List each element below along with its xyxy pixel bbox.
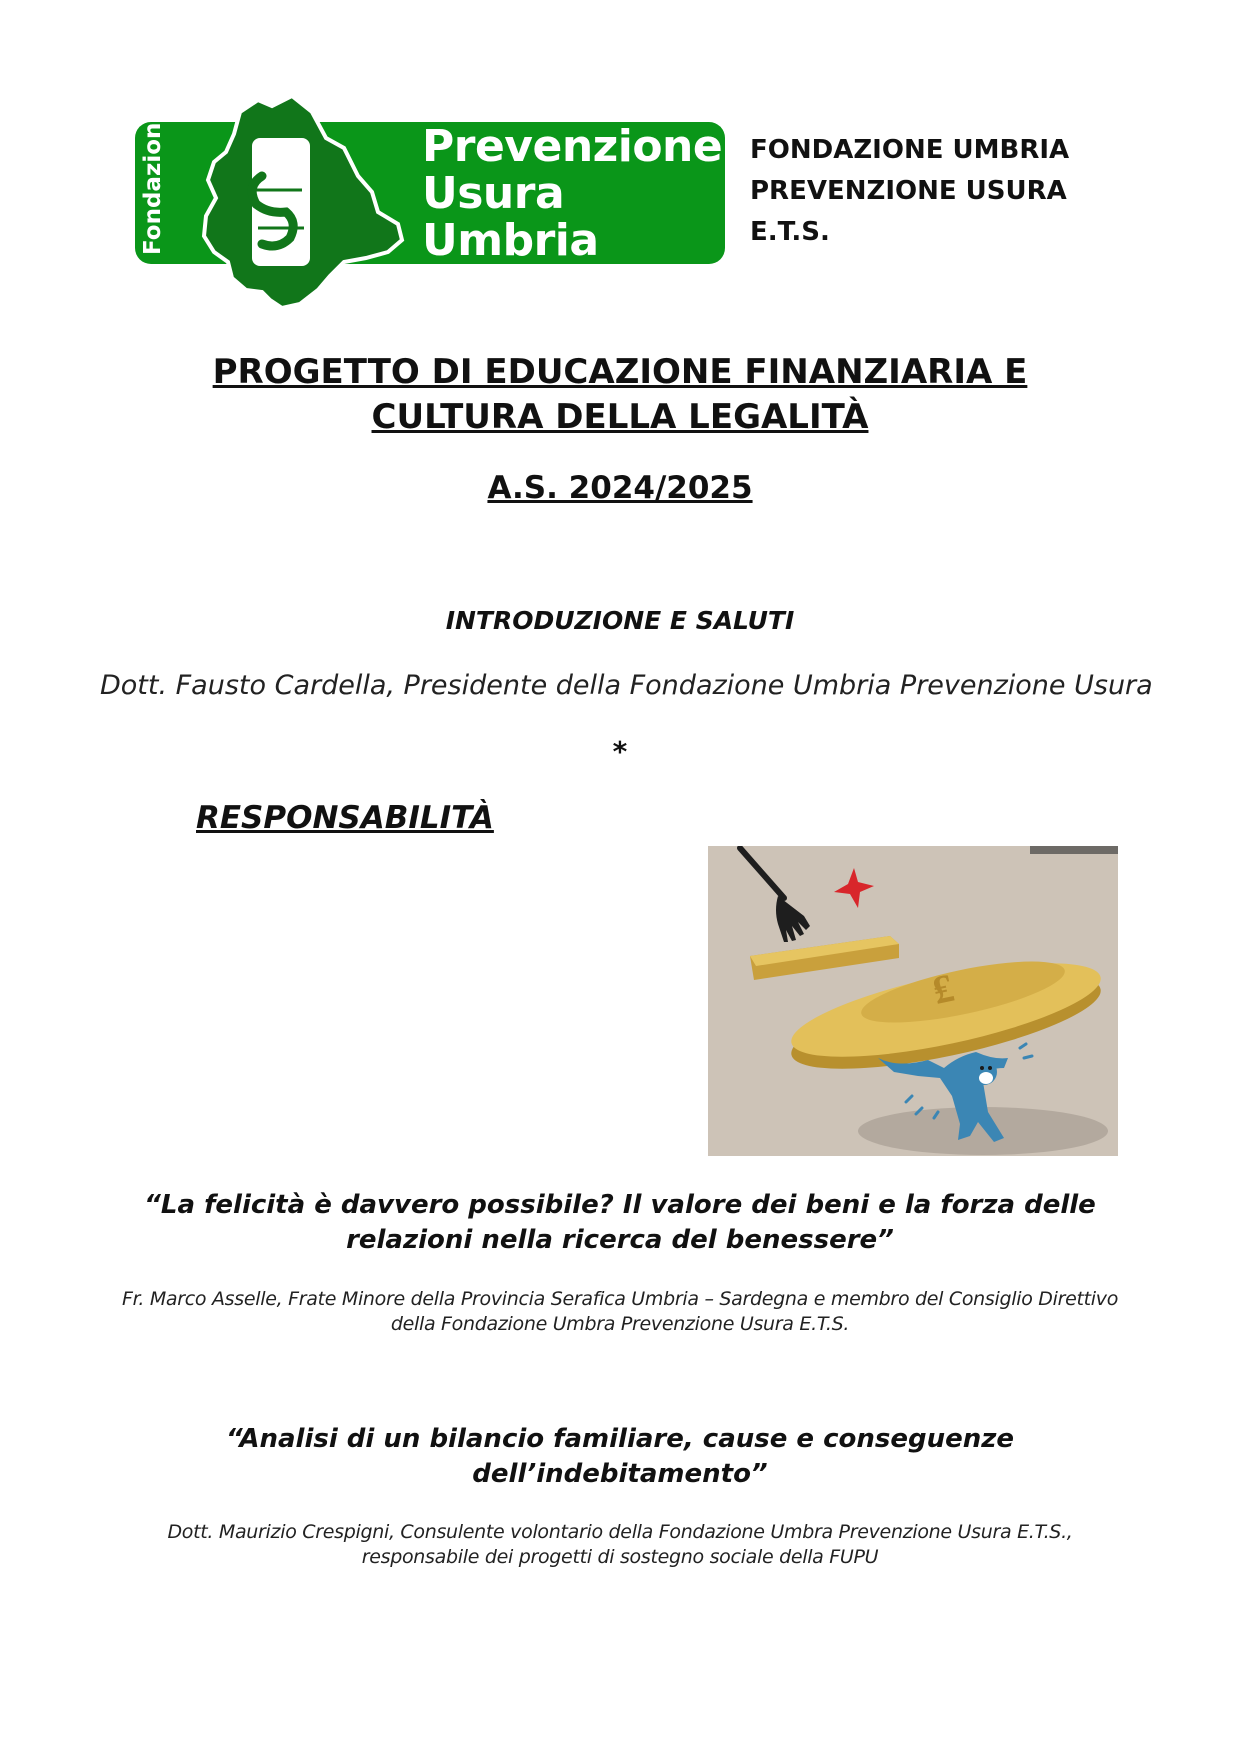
talk-title	[120, 1422, 1120, 1492]
talk-title	[120, 1188, 1120, 1258]
talk-speaker-line: responsabile dei progetti di sostegno sociale della FUPU	[361, 1546, 879, 1568]
intro-heading: INTRODUZIONE E SALUTI	[445, 606, 795, 635]
talk-speaker-line: Dott. Maurizio Crespigni, Consulente volontario della Fondazione Umbra Prevenzione Usura E.T.S.,	[167, 1521, 1073, 1543]
talk-title-line: “Analisi di un bilancio familiare, cause e conseguenze	[225, 1424, 1015, 1454]
project-title-line: CULTURA DELLA LEGALITÀ	[371, 397, 869, 437]
school-year: A.S. 2024/2025	[487, 470, 753, 506]
logo-word-2: Usura	[422, 168, 565, 219]
talk-speaker	[110, 1287, 1130, 1337]
illustration-graphic	[708, 846, 1118, 1156]
coin-symbol: ₤	[928, 963, 958, 1014]
separator-asterisk: *	[612, 735, 628, 768]
talk-title-line: “La felicità è davvero possibile? Il valore dei beni e la forza delle	[144, 1190, 1096, 1220]
talk-title-line: dell’indebitamento”	[472, 1459, 768, 1489]
org-line: FONDAZIONE UMBRIA	[750, 135, 1070, 165]
talk-speaker	[110, 1520, 1130, 1570]
logo-word-1: Prevenzione	[422, 121, 723, 172]
intro-speaker: Dott. Fausto Cardella, Presidente della Fondazione Umbria Prevenzione Usura	[100, 670, 1153, 701]
organization-name	[750, 130, 1069, 253]
talk-speaker-line: Fr. Marco Asselle, Frate Minore della Provincia Serafica Umbria – Sardegna e membro del Consiglio Direttivo	[121, 1288, 1119, 1310]
talk-speaker-line: della Fondazione Umbra Prevenzione Usura E.T.S.	[390, 1313, 850, 1335]
org-line: E.T.S.	[750, 217, 830, 247]
org-line: PREVENZIONE USURA	[750, 176, 1067, 206]
logo-vertical-text: Fondazione	[140, 107, 166, 255]
debt-illustration	[708, 846, 1118, 1156]
project-title-line: PROGETTO DI EDUCAZIONE FINANZIARIA E	[212, 352, 1028, 392]
project-title	[120, 350, 1120, 440]
talk-title-line: relazioni nella ricerca del benessere”	[346, 1225, 894, 1255]
section-heading: RESPONSABILITÀ	[196, 800, 494, 836]
logo-word-3: Umbria	[422, 215, 599, 266]
